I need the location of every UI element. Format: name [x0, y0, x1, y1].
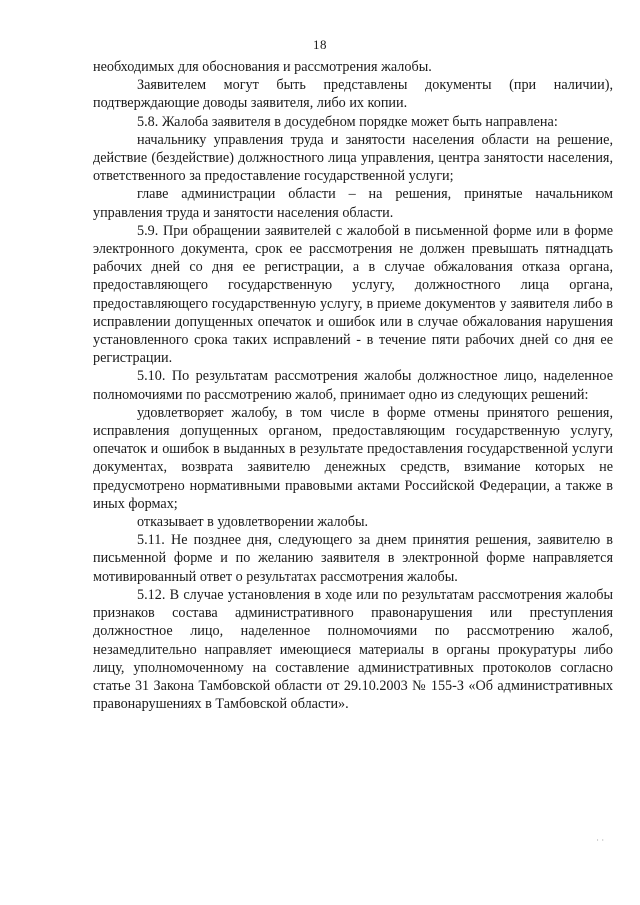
- paragraph-5-10: 5.10. По результатам рассмотрения жалобы должностное лицо, наделенное полномочиями по рассмотрению жалоб, принимает одно из следующих решений:: [93, 368, 613, 403]
- paragraph-5-10-item-satisfy: удовлетворяет жалобу, в том числе в форме отмены принятого решения, исправления допущенных органом, предоставляющим государственную услугу, опечаток и ошибок в выданных в результате предоставления государственной услуги документах, возврата заявителю денежных средств, взимание которых не предусмотрено нормативными правовыми актами Российской Федерации, а также в иных формах;: [93, 404, 613, 512]
- paragraph-5-8-item-head-of-administration: главе администрации области – на решения, принятые начальником управления труда и занятости населения области.: [93, 186, 613, 221]
- body-text: [93, 58, 613, 713]
- paragraph-5-10-item-refuse: отказывает в удовлетворении жалобы.: [137, 514, 369, 531]
- paragraph-5-8-item-head-of-department: начальнику управления труда и занятости населения области на решение, действие (бездействие) должностного лица управления, центра занятости населения, ответственного за предоставление государственной услуги;: [93, 131, 613, 185]
- paragraph-supporting-documents: Заявителем могут быть представлены документы (при наличии), подтверждающие доводы заявителя, либо их копии.: [93, 77, 613, 112]
- page-number: 18: [313, 37, 327, 52]
- paragraph-5-9: 5.9. При обращении заявителей с жалобой в письменной форме или в форме электронного документа, срок ее рассмотрения не должен превышать пятнадцать рабочих дней со дня ее регистрации, а в случае обжалования отказа органа, предоставляющего государственную услугу, должностного лица органа, предоставляющего государственную услугу, в приеме документов у заявителя либо в исправлении допущенных опечаток и ошибок или в случае обжалования нарушения установленного срока таких исправлений - в течение пяти рабочих дней со дня ее регистрации.: [93, 222, 613, 367]
- paragraph-5-11: 5.11. Не позднее дня, следующего за днем принятия решения, заявителю в письменной форме и по желанию заявителя в электронной форме направляется мотивированный ответ о результатах рассмотрения жалобы.: [93, 532, 613, 585]
- paragraph-5-12: 5.12. В случае установления в ходе или по результатам рассмотрения жалобы признаков состава административного правонарушения или преступления должностное лицо, наделенное полномочиями по рассмотрению жалоб, незамедлительно направляет имеющиеся материалы в органы прокуратуры либо лицу, уполномоченному на составление административных протоколов согласно статье 31 Закона Тамбовской области от 29.10.2003 № 155-З «Об административных правонарушениях в Тамбовской области».: [93, 586, 613, 713]
- paragraph-continuation: необходимых для обоснования и рассмотрения жалобы.: [93, 59, 432, 75]
- paragraph-5-8: 5.8. Жалоба заявителя в досудебном порядке может быть направлена:: [137, 113, 558, 130]
- scan-artifact: · ·: [596, 836, 604, 845]
